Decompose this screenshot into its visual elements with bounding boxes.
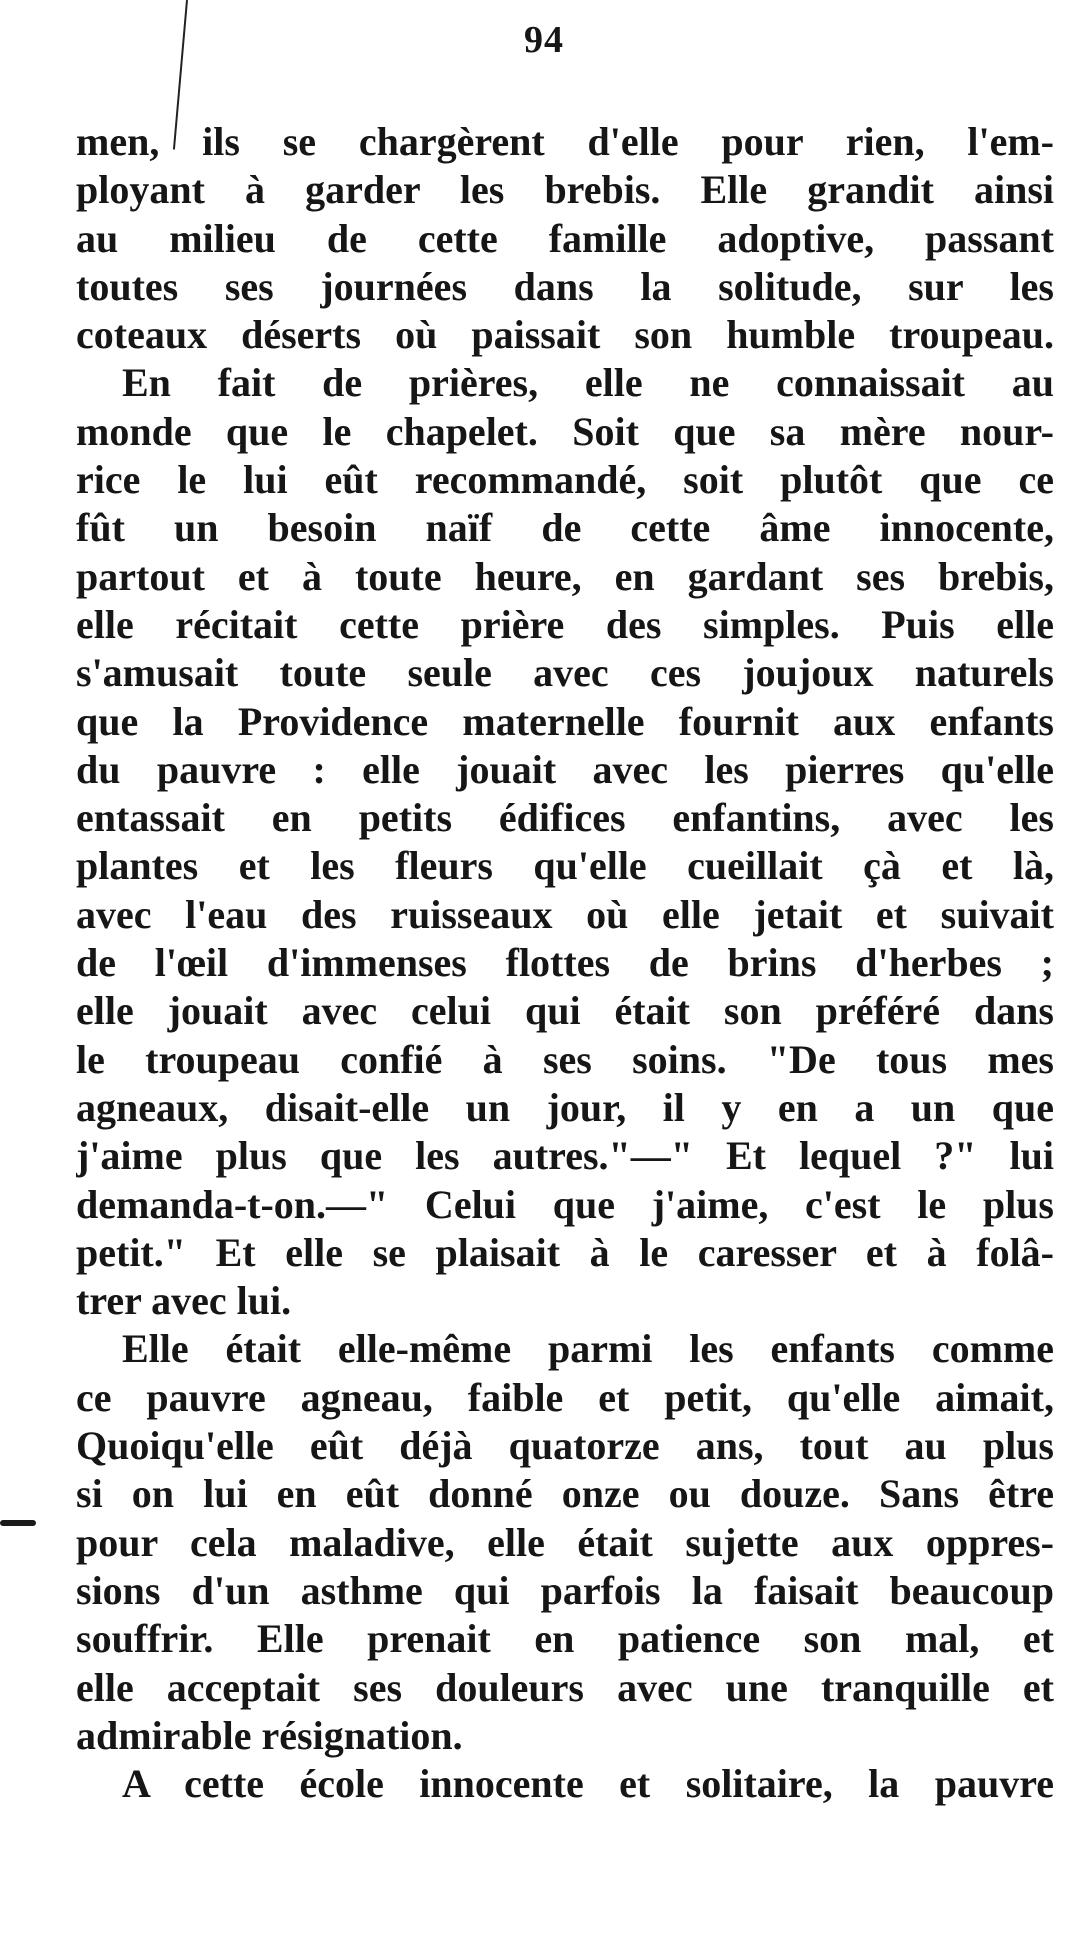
text-line: avec l'eau des ruisseaux où elle jetait et suivait bbox=[76, 891, 1054, 937]
paragraph-start-line: En fait de prières, elle ne connaissait au bbox=[122, 360, 1054, 406]
page-number: 94 bbox=[524, 19, 564, 61]
text-line: demanda-t-on.—" Celui que j'aime, c'est le plus bbox=[76, 1181, 1054, 1227]
text-line: toutes ses journées dans la solitude, sur les bbox=[76, 263, 1054, 309]
text-line: coteaux déserts où paissait son humble troupeau. bbox=[76, 312, 1054, 358]
text-line: partout et à toute heure, en gardant ses brebis, bbox=[76, 553, 1054, 599]
text-line: de l'œil d'immenses flottes de brins d'herbes ; bbox=[76, 940, 1054, 986]
text-line: ployant à garder les brebis. Elle grandit ainsi bbox=[76, 167, 1054, 213]
text-line: sions d'un asthme qui parfois la faisait beaucoup bbox=[76, 1567, 1054, 1613]
paragraph-start-line: Elle était elle-même parmi les enfants comme bbox=[122, 1326, 1054, 1372]
text-line: au milieu de cette famille adoptive, passant bbox=[76, 215, 1054, 261]
text-line: s'amusait toute seule avec ces joujoux naturels bbox=[76, 650, 1054, 696]
margin-mark bbox=[0, 1520, 36, 1526]
text-line: j'aime plus que les autres."—" Et lequel ?" lui bbox=[76, 1133, 1054, 1179]
text-line: que la Providence maternelle fournit aux enfants bbox=[76, 698, 1054, 744]
paragraph-end-line: admirable résignation. bbox=[76, 1712, 463, 1758]
text-line: Quoiqu'elle eût déjà quatorze ans, tout au plus bbox=[76, 1423, 1054, 1469]
text-line: ce pauvre agneau, faible et petit, qu'elle aimait, bbox=[76, 1374, 1054, 1420]
text-line: elle acceptait ses douleurs avec une tranquille et bbox=[76, 1664, 1054, 1710]
text-line: du pauvre : elle jouait avec les pierres qu'elle bbox=[76, 746, 1054, 792]
text-line: agneaux, disait-elle un jour, il y en a un que bbox=[76, 1084, 1054, 1130]
paragraph-end-line: trer avec lui. bbox=[76, 1278, 292, 1324]
text-line: entassait en petits édifices enfantins, avec les bbox=[76, 795, 1054, 841]
text-line: men, ils se chargèrent d'elle pour rien, l'em- bbox=[76, 119, 1054, 164]
paragraph-start-line: A cette école innocente et solitaire, la pauvre bbox=[122, 1761, 1054, 1807]
text-line: elle récitait cette prière des simples. Puis elle bbox=[76, 601, 1054, 647]
text-line: le troupeau confié à ses soins. "De tous mes bbox=[76, 1036, 1054, 1082]
text-line: plantes et les fleurs qu'elle cueillait çà et là, bbox=[76, 843, 1054, 889]
text-line: pour cela maladive, elle était sujette aux oppres- bbox=[76, 1519, 1054, 1565]
body-text bbox=[76, 118, 1054, 1808]
text-line: petit." Et elle se plaisait à le caresser et à folâ- bbox=[76, 1229, 1054, 1275]
text-line: fût un besoin naïf de cette âme innocente, bbox=[76, 505, 1054, 551]
text-line: souffrir. Elle prenait en patience son mal, et bbox=[76, 1616, 1054, 1662]
text-line: monde que le chapelet. Soit que sa mère nour- bbox=[76, 408, 1054, 454]
text-line: si on lui en eût donné onze ou douze. Sans être bbox=[76, 1471, 1054, 1517]
text-line: rice le lui eût recommandé, soit plutôt que ce bbox=[76, 457, 1054, 503]
text-line: elle jouait avec celui qui était son préféré dans bbox=[76, 988, 1054, 1034]
